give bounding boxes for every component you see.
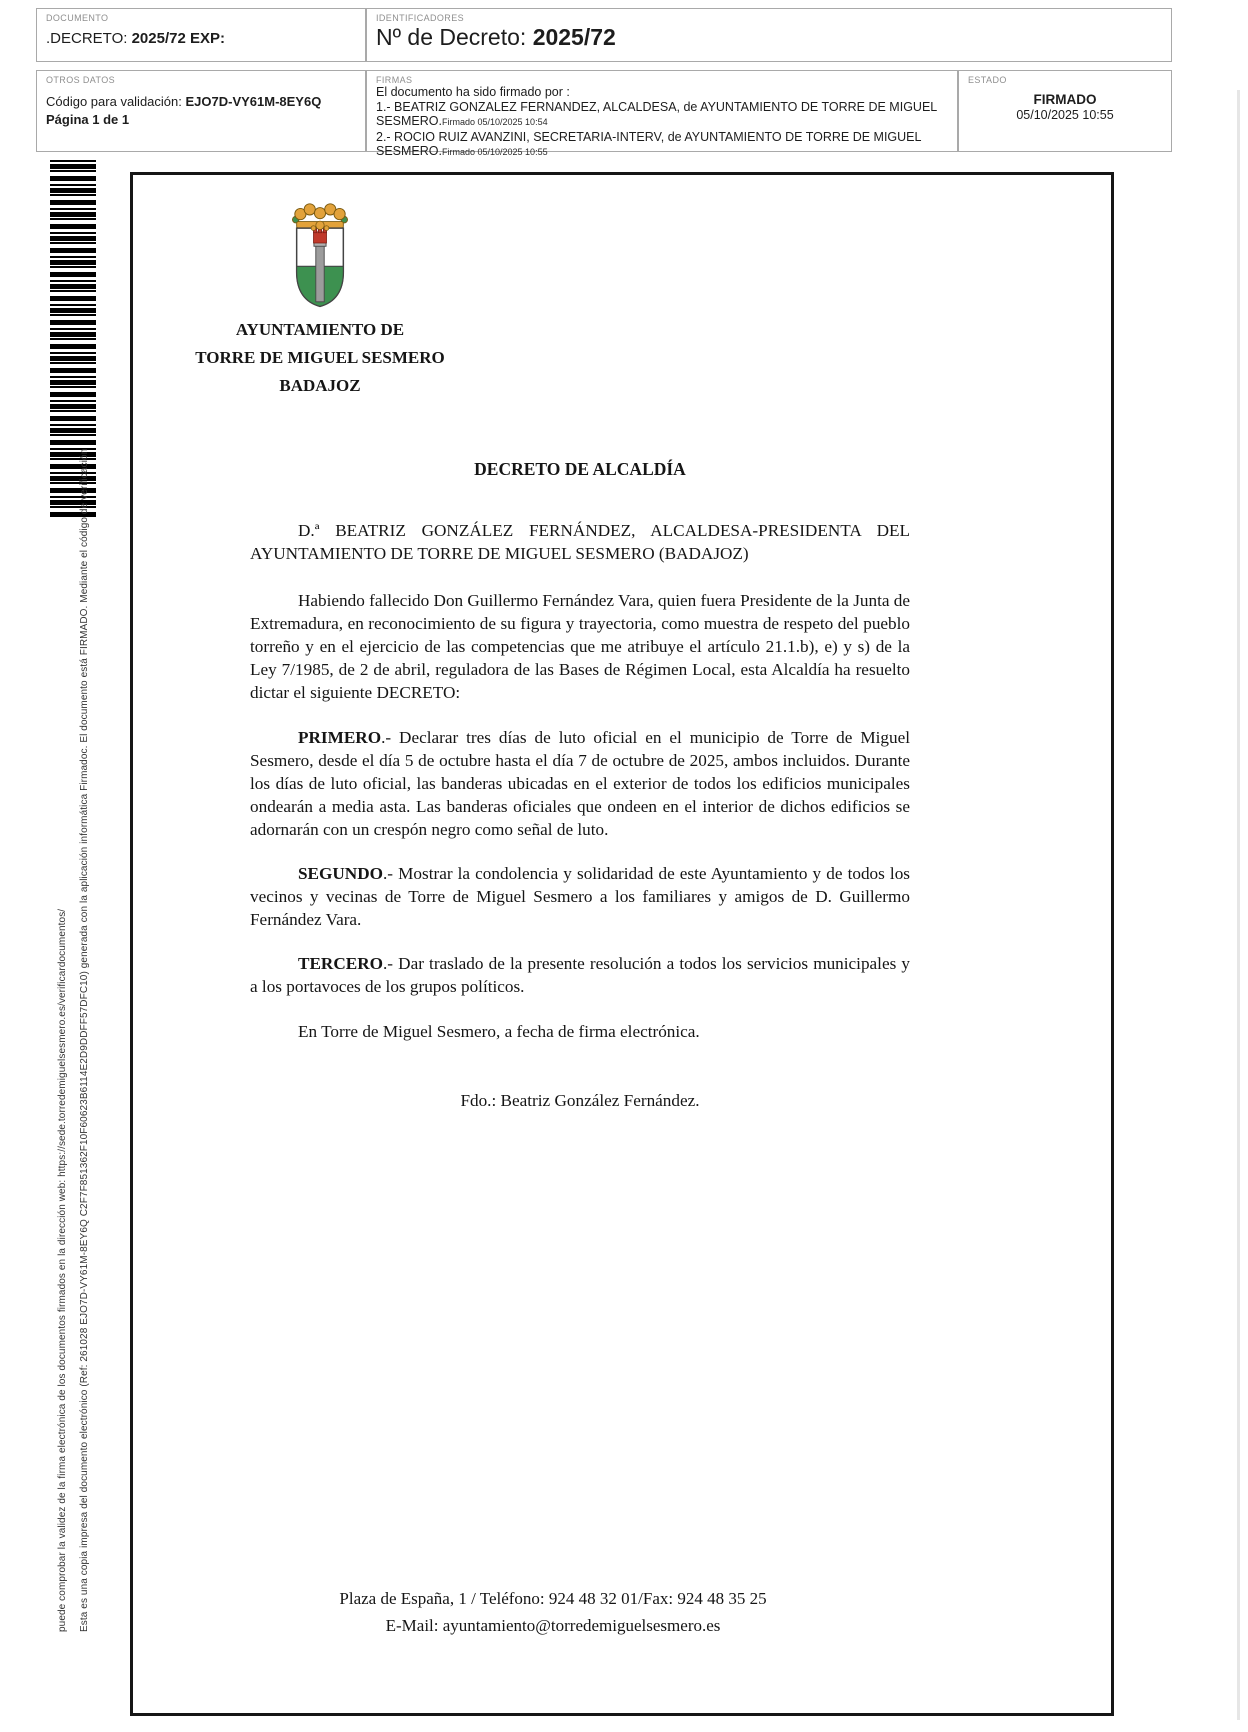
status-datetime: 05/10/2025 10:55 <box>1016 108 1114 122</box>
identificadores-box <box>366 8 1172 62</box>
decree-body <box>250 175 910 1112</box>
signer-line-2: 2.- ROCIO RUIZ AVANZINI, SECRETARIA-INTERV, de AYUNTAMIENTO DE TORRE DE MIGUEL SESMERO.Firmado 05/10/2025 10:55 <box>376 129 922 158</box>
firmas-box <box>366 70 958 158</box>
org-name-line-2: TORRE DE MIGUEL SESMERO <box>195 348 445 367</box>
verification-text-line2: puede comprobar la validez de la firma electrónica de los documentos firmados en la dirección web: https://sede.torredemiguelsesmero.es/verificardocumentos/ <box>57 908 68 1632</box>
footer-address-phone: Plaza de España, 1 / Teléfono: 924 48 32 01/Fax: 924 48 35 25 <box>339 1589 767 1608</box>
firmas-label: FIRMAS <box>376 75 413 85</box>
signer-line-1: 1.- BEATRIZ GONZALEZ FERNANDEZ, ALCALDESA, de AYUNTAMIENTO DE TORRE DE MIGUEL SESMERO.Firmado 05/10/2025 10:54 <box>376 99 937 128</box>
validation-code: Código para validación: EJO7D-VY61M-8EY6Q <box>46 94 322 109</box>
documento-value: .DECRETO: 2025/72 EXP: <box>46 30 225 47</box>
otros-datos-label: OTROS DATOS <box>46 75 116 85</box>
otros-datos-box <box>36 70 366 152</box>
resolution-segundo-text: .- Mostrar la condolencia y solidaridad de este Ayuntamiento y de todos los vecinos y vecinas de Torre de Miguel Sesmero a los familiares y amigos de D. Guillermo Fernández Vara. <box>250 864 910 929</box>
org-name-line-3: BADAJOZ <box>279 376 361 395</box>
signed-timestamp-2: Firmado 05/10/2025 10:55 <box>442 147 548 157</box>
org-name-line-1: AYUNTAMIENTO DE <box>235 320 405 339</box>
decree-title: DECRETO DE ALCALDÍA <box>474 459 686 479</box>
status-badge: FIRMADO <box>1033 92 1097 107</box>
verification-text-line1: Esta es una copia impresa del documento electrónico (Ref: 261028 EJO7D-VY61M-8EY6Q C2F7F851362F10F60623B6114E2D9DDFF57DFC10) generada con la aplicación informática Firmadoc. El documento está FIRMADO. Mediante el código de verificación <box>79 448 90 1632</box>
resolution-tercero-lead: TERCERO <box>298 954 383 973</box>
mayor-intro-paragraph: D.ª BEATRIZ GONZÁLEZ FERNÁNDEZ, ALCALDESA-PRESIDENTA DEL AYUNTAMIENTO DE TORRE DE MIGUEL SESMERO (BADAJOZ) <box>250 521 910 563</box>
resolution-segundo-lead: SEGUNDO <box>298 864 383 883</box>
resolution-segundo <box>250 862 910 931</box>
resolution-primero <box>250 726 910 841</box>
resolution-primero-text: .- Declarar tres días de luto oficial en el municipio de Torre de Miguel Sesmero, desde el día 5 de octubre hasta el día 7 de octubre de 2025, ambos incluidos. Durante los días de luto oficial, las banderas ubicadas en el exterior de todos los edificios municipales ondearán a media asta. Las banderas oficiales que ondeen en el interior de dichos edificios se adornarán con un crespón negro como señal de luto. <box>250 728 910 839</box>
decree-document-frame <box>130 172 1114 1716</box>
documento-box <box>36 8 366 62</box>
resolution-tercero <box>250 952 910 998</box>
place-and-date-line: En Torre de Miguel Sesmero, a fecha de firma electrónica. <box>298 1022 700 1041</box>
firmas-intro: El documento ha sido firmado por : <box>376 85 570 99</box>
signature-line: Fdo.: Beatriz González Fernández. <box>460 1091 700 1110</box>
page-count: Página 1 de 1 <box>46 112 130 127</box>
decreto-number: Nº de Decreto: 2025/72 <box>376 24 616 50</box>
identificadores-label: IDENTIFICADORES <box>376 13 465 23</box>
contact-footer <box>223 1585 883 1639</box>
estado-box <box>958 70 1172 152</box>
footer-email: E-Mail: ayuntamiento@torredemiguelsesmero.es <box>385 1616 721 1635</box>
signed-timestamp-1: Firmado 05/10/2025 10:54 <box>442 117 548 127</box>
resolution-tercero-text: .- Dar traslado de la presente resolución a todos los servicios municipales y a los portavoces de los grupos políticos. <box>250 954 910 996</box>
estado-label: ESTADO <box>968 75 1007 85</box>
documento-label: DOCUMENTO <box>46 13 109 23</box>
resolution-primero-lead: PRIMERO <box>298 728 382 747</box>
preamble-paragraph: Habiendo fallecido Don Guillermo Fernández Vara, quien fuera Presidente de la Junta de Extremadura, en reconocimiento de su figura y trayectoria, como muestra de respeto del pueblo torreño y en el ejercicio de las competencias que me atribuye el artículo 21.1.b), e) y s) de la Ley 7/1985, de 2 de abril, reguladora de las Bases de Régimen Local, esta Alcaldía ha resuelto dictar el siguiente DECRETO: <box>250 591 911 702</box>
scan-edge-shadow <box>1237 90 1240 1720</box>
